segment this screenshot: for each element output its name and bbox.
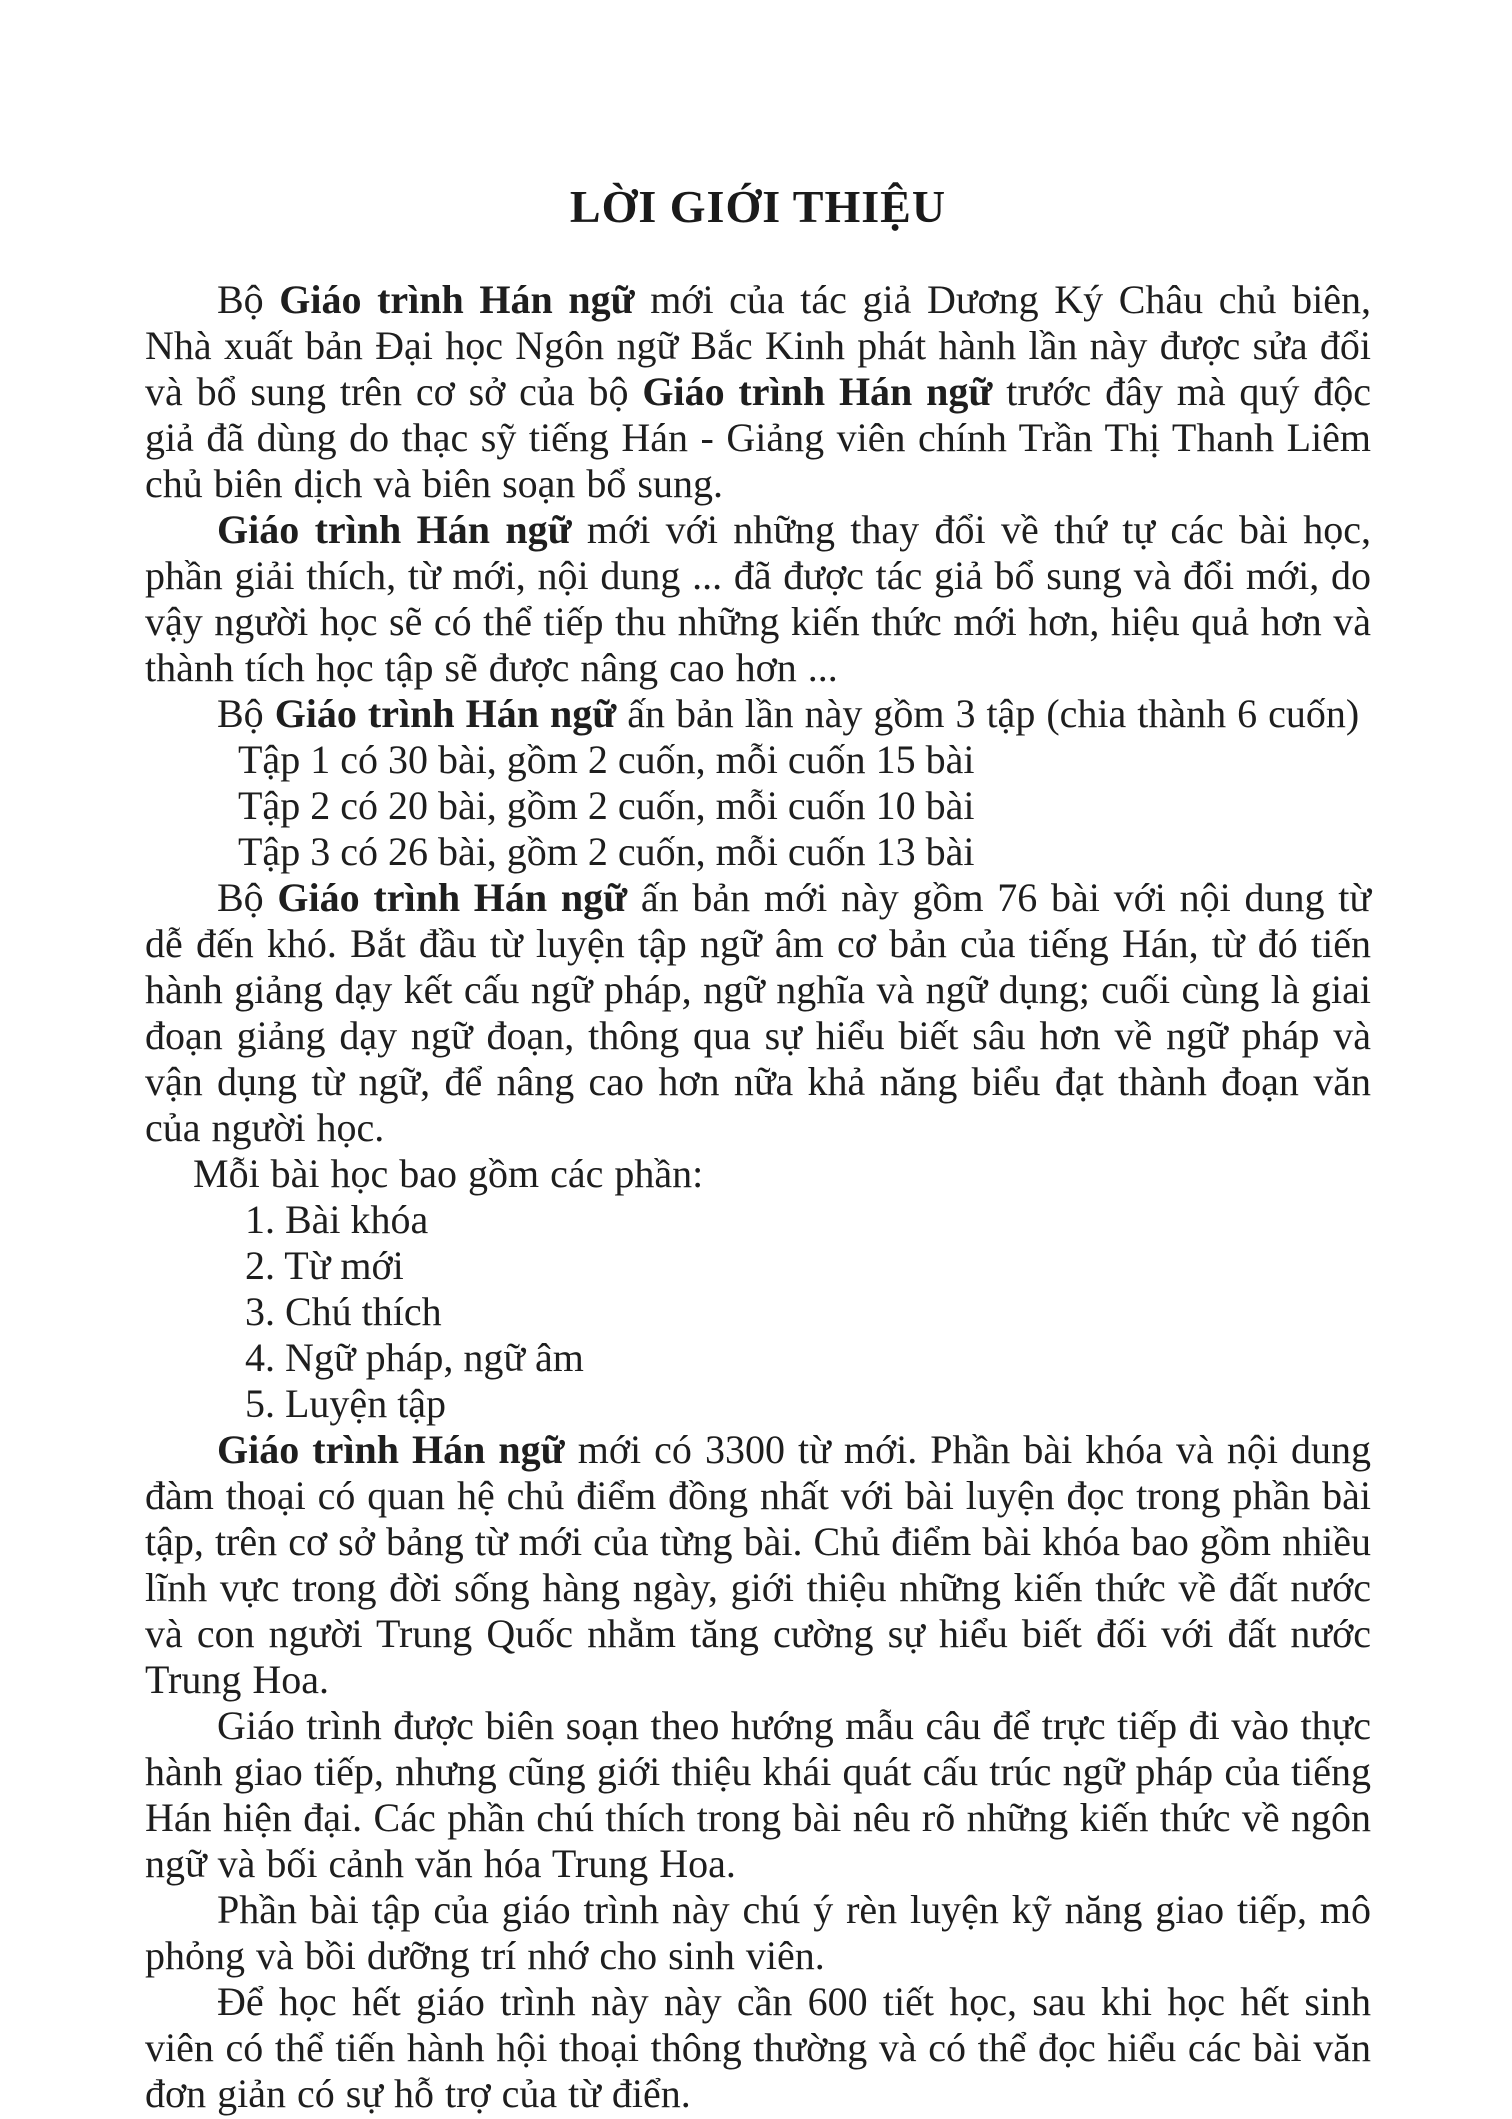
text-run: Phần bài tập của giáo trình này chú ý rèn luyện kỹ năng giao tiếp, mô phỏng và bồi dưỡng trí nhớ cho sinh viên. — [145, 1886, 1371, 1978]
paragraph — [145, 691, 1371, 737]
series-title-bold: Giáo trình Hán ngữ — [279, 276, 635, 322]
paragraph — [145, 1887, 1371, 1979]
lesson-part-item: 5. Luyện tập — [245, 1380, 447, 1426]
series-title-bold: Giáo trình Hán ngữ — [274, 690, 617, 736]
lesson-part-item: 2. Từ mới — [245, 1242, 404, 1288]
text-run: mới có 3300 từ mới. Phần bài khóa và nội dung đàm thoại có quan hệ chủ điểm đồng nhất với bài luyện đọc trong phần bài tập, trên cơ sở bảng từ mới của từng bài. Chủ điểm bài khóa bao gồm nhiều lĩnh vực trong đời sống hàng ngày, giới thiệu những kiến thức về đất nước và con người Trung Quốc nhằm tăng cường sự hiểu biết đối với đất nước Trung Hoa. — [145, 1426, 1372, 1702]
text-run: Mỗi bài học bao gồm các phần: — [193, 1150, 704, 1196]
paragraph — [145, 1427, 1371, 1703]
text-run: Bộ — [217, 690, 275, 736]
text-run: Bộ — [217, 874, 278, 920]
lesson-part-item: 1. Bài khóa — [245, 1196, 429, 1242]
volume-list-item: Tập 2 có 20 bài, gồm 2 cuốn, mỗi cuốn 10 bài — [238, 782, 975, 828]
text-run: Để học hết giáo trình này này cần 600 tiết học, sau khi học hết sinh viên có thể tiến hành hội thoại thông thường và có thể đọc hiểu các bài văn đơn giản có sự hỗ trợ của từ điển. — [145, 1978, 1371, 2116]
lesson-part-item: 4. Ngữ pháp, ngữ âm — [245, 1334, 584, 1380]
paragraph — [145, 1151, 1371, 1197]
text-run: mới với những thay đổi về thứ tự các bài học, phần giải thích, từ mới, nội dung ... đã được tác giả bổ sung và đổi mới, do vậy người học sẽ có thể tiếp thu những kiến thức mới hơn, hiệu quả hơn và thành tích học tập sẽ được nâng cao hơn ... — [145, 506, 1371, 690]
paragraph — [145, 277, 1371, 507]
text-run: Bộ — [217, 276, 280, 322]
paragraph — [145, 1703, 1371, 1887]
text-run: Giáo trình được biên soạn theo hướng mẫu câu để trực tiếp đi vào thực hành giao tiếp, nhưng cũng giới thiệu khái quát cấu trúc ngữ pháp của tiếng Hán hiện đại. Các phần chú thích trong bài nêu rõ những kiến thức về ngôn ngữ và bối cảnh văn hóa Trung Hoa. — [145, 1702, 1371, 1886]
series-title-bold: Giáo trình Hán ngữ — [642, 368, 993, 414]
text-run: ấn bản mới này gồm 76 bài với nội dung từ dễ đến khó. Bắt đầu từ luyện tập ngữ âm cơ bản của tiếng Hán, từ đó tiến hành giảng dạy kết cấu ngữ pháp, ngữ nghĩa và ngữ dụng; cuối cùng là giai đoạn giảng dạy ngữ đoạn, thông qua sự hiểu biết sâu hơn về ngữ pháp và vận dụng từ ngữ, để nâng cao hơn nữa khả năng biểu đạt thành đoạn văn của người học. — [145, 874, 1372, 1150]
volume-list-item: Tập 1 có 30 bài, gồm 2 cuốn, mỗi cuốn 15 bài — [238, 736, 975, 782]
text-run: trước đây mà quý độc giả đã dùng do thạc sỹ tiếng Hán - Giảng viên chính Trần Thị Thanh Liêm chủ biên dịch và biên soạn bổ sung. — [145, 368, 1371, 506]
paragraph — [145, 1979, 1371, 2117]
text-run: ấn bản lần này gồm 3 tập (chia thành 6 cuốn) — [616, 690, 1360, 736]
text-run: mới của tác giả Dương Ký Châu chủ biên, Nhà xuất bản Đại học Ngôn ngữ Bắc Kinh phát hành lần này được sửa đổi và bổ sung trên cơ sở của bộ — [145, 276, 1371, 414]
paragraph — [145, 875, 1371, 1151]
series-title-bold: Giáo trình Hán ngữ — [277, 874, 628, 920]
page-content — [145, 277, 1371, 2117]
page-title: LỜI GIỚI THIỆU — [569, 181, 947, 232]
paragraph — [145, 507, 1371, 691]
lesson-part-item: 3. Chú thích — [245, 1288, 442, 1334]
volume-list-item: Tập 3 có 26 bài, gồm 2 cuốn, mỗi cuốn 13 bài — [238, 828, 975, 874]
series-title-bold: Giáo trình Hán ngữ — [217, 1426, 565, 1472]
content-column — [145, 0, 1371, 2117]
series-title-bold: Giáo trình Hán ngữ — [217, 506, 572, 552]
